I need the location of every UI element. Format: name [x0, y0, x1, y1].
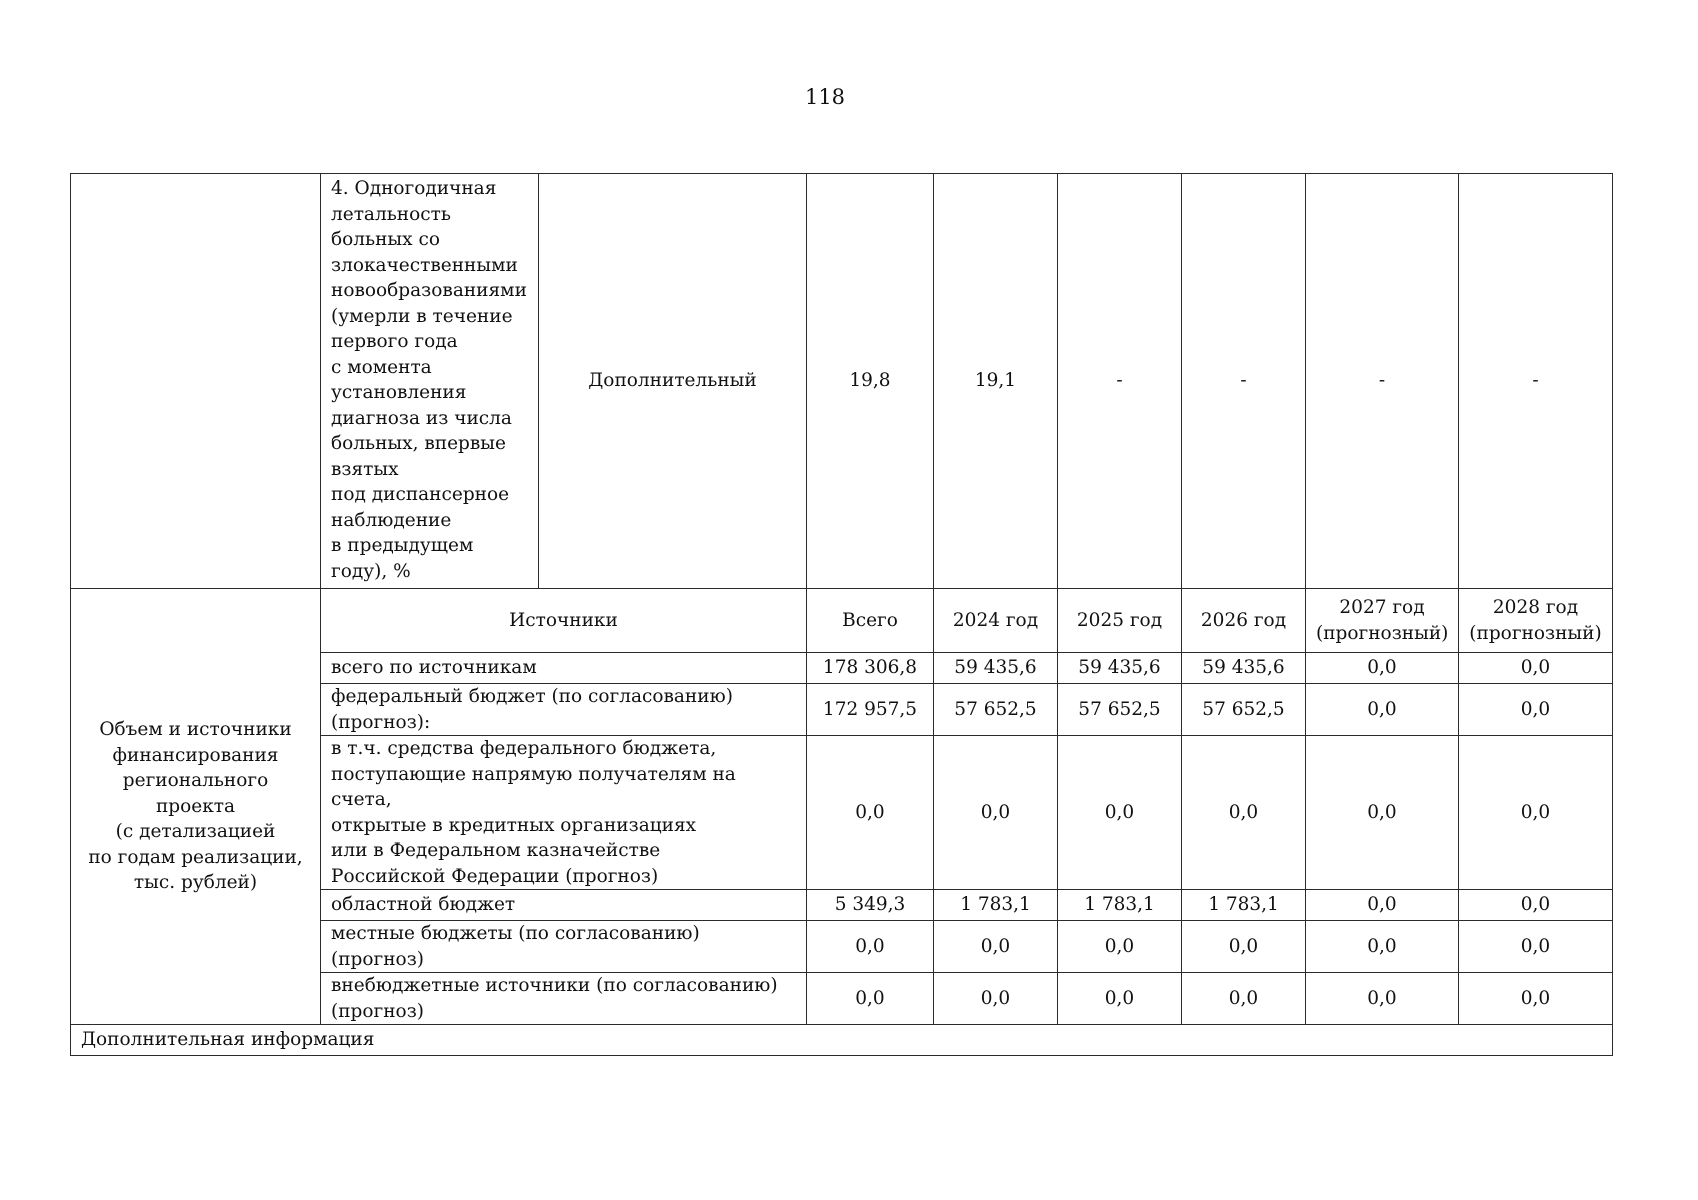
amount-total: 0,0	[807, 921, 934, 973]
source-name	[321, 684, 807, 736]
amount-2027: 0,0	[1306, 890, 1459, 921]
header-2028-line1: 2028 год	[1492, 597, 1579, 618]
amount-2027: 0,0	[1306, 736, 1459, 890]
amount-2027: 0,0	[1306, 684, 1459, 736]
indicator-value-2024: 19,1	[934, 174, 1058, 589]
amount-2025: 59 435,6	[1058, 653, 1182, 684]
indicator-type: Дополнительный	[539, 174, 807, 589]
amount-total: 0,0	[807, 973, 934, 1025]
header-2024: 2024 год	[934, 589, 1058, 653]
text-line: году), %	[331, 560, 411, 582]
indicator-value-2027: -	[1306, 174, 1459, 589]
amount-2028: 0,0	[1459, 973, 1613, 1025]
text-line: Объем и источники	[99, 719, 292, 741]
page-number: 118	[804, 85, 846, 109]
text-line: под диспансерное	[331, 484, 510, 505]
amount-total: 5 349,3	[807, 890, 934, 921]
header-total: Всего	[807, 589, 934, 653]
amount-2025: 1 783,1	[1058, 890, 1182, 921]
text-line: местные бюджеты (по согласованию) (прогноз)	[331, 923, 700, 970]
project-table	[70, 173, 1613, 1056]
text-line: регионального проекта	[122, 770, 269, 817]
source-name-text	[331, 655, 796, 681]
amount-2024: 57 652,5	[934, 684, 1058, 736]
indicator-value-2025: -	[1058, 174, 1182, 589]
text-line: 4. Одногодичная	[331, 178, 497, 199]
text-line: или в Федеральном казначействе	[331, 840, 661, 861]
header-2028-line2: (прогнозный)	[1469, 622, 1602, 644]
indicator-value-2026: -	[1182, 174, 1306, 589]
text-line: больных со	[331, 229, 440, 250]
indicator-name-cell	[321, 174, 539, 589]
financing-label-cell	[71, 589, 321, 1025]
text-line: больных, впервые	[331, 433, 506, 454]
text-line: по годам реализации,	[88, 846, 303, 868]
amount-2027: 0,0	[1306, 653, 1459, 684]
amount-2028: 0,0	[1459, 890, 1613, 921]
amount-total: 172 957,5	[807, 684, 934, 736]
amount-2026: 0,0	[1182, 973, 1306, 1025]
header-2027	[1306, 589, 1459, 653]
amount-2027: 0,0	[1306, 921, 1459, 973]
text-line: всего по источникам	[331, 657, 537, 679]
header-2027-line1: 2027 год	[1339, 597, 1425, 618]
text-line: летальность	[331, 203, 451, 225]
financing-label	[81, 717, 310, 896]
text-line: (прогноз)	[331, 1000, 424, 1022]
source-name-text	[331, 921, 796, 972]
text-line: в т.ч. средства федерального бюджета,	[331, 738, 717, 759]
text-line: (умерли в течение	[331, 305, 513, 327]
amount-2026: 59 435,6	[1182, 653, 1306, 684]
amount-total: 0,0	[807, 736, 934, 890]
additional-info-row	[71, 1025, 1613, 1056]
text-line: первого года	[331, 331, 458, 352]
text-line: открытые в кредитных организациях	[331, 814, 697, 836]
amount-2024: 0,0	[934, 973, 1058, 1025]
text-line: в предыдущем	[331, 535, 474, 556]
additional-info-label: Дополнительная информация	[71, 1025, 1613, 1056]
text-line: федеральный бюджет (по согласованию)	[331, 686, 733, 707]
amount-2024: 59 435,6	[934, 653, 1058, 684]
source-name-text	[331, 684, 796, 735]
indicator-base-value: 19,8	[807, 174, 934, 589]
source-name	[321, 921, 807, 973]
amount-2025: 0,0	[1058, 736, 1182, 890]
amount-2026: 1 783,1	[1182, 890, 1306, 921]
text-line: диагноза из числа	[331, 407, 512, 429]
header-2027-line2: (прогнозный)	[1316, 622, 1449, 644]
amount-2028: 0,0	[1459, 921, 1613, 973]
header-2028	[1459, 589, 1613, 653]
amount-2028: 0,0	[1459, 653, 1613, 684]
text-line: (прогноз):	[331, 711, 431, 733]
source-name-text	[331, 892, 796, 918]
text-line: взятых	[331, 458, 399, 480]
amount-total: 178 306,8	[807, 653, 934, 684]
source-name	[321, 890, 807, 921]
source-name	[321, 973, 807, 1025]
amount-2026: 0,0	[1182, 736, 1306, 890]
amount-2025: 57 652,5	[1058, 684, 1182, 736]
text-line: финансирования	[112, 744, 279, 766]
indicator-row	[71, 174, 1613, 589]
amount-2025: 0,0	[1058, 921, 1182, 973]
empty-label-cell	[71, 174, 321, 589]
source-name-text	[331, 736, 796, 889]
amount-2024: 0,0	[934, 921, 1058, 973]
financing-header-row	[71, 589, 1613, 653]
text-line: злокачественными	[331, 254, 518, 276]
amount-2027: 0,0	[1306, 973, 1459, 1025]
text-line: новообразованиями	[331, 280, 527, 301]
amount-2028: 0,0	[1459, 736, 1613, 890]
indicator-name	[331, 176, 528, 584]
source-name	[321, 736, 807, 890]
header-2025: 2025 год	[1058, 589, 1182, 653]
text-line: поступающие напрямую получателям на счета,	[331, 763, 736, 810]
indicator-value-2028: -	[1459, 174, 1613, 589]
amount-2026: 57 652,5	[1182, 684, 1306, 736]
text-line: Российской Федерации (прогноз)	[331, 865, 659, 887]
text-line: с момента	[331, 356, 432, 378]
amount-2025: 0,0	[1058, 973, 1182, 1025]
text-line: наблюдение	[331, 509, 452, 531]
text-line: тыс. рублей)	[133, 872, 258, 894]
text-line: установления	[331, 382, 467, 403]
amount-2024: 1 783,1	[934, 890, 1058, 921]
amount-2024: 0,0	[934, 736, 1058, 890]
text-line: областной бюджет	[331, 894, 516, 916]
header-2026: 2026 год	[1182, 589, 1306, 653]
amount-2028: 0,0	[1459, 684, 1613, 736]
source-name	[321, 653, 807, 684]
text-line: (с детализацией	[115, 821, 276, 843]
source-name-text	[331, 973, 796, 1024]
header-sources: Источники	[321, 589, 807, 653]
text-line: внебюджетные источники (по согласованию)	[331, 975, 778, 996]
amount-2026: 0,0	[1182, 921, 1306, 973]
